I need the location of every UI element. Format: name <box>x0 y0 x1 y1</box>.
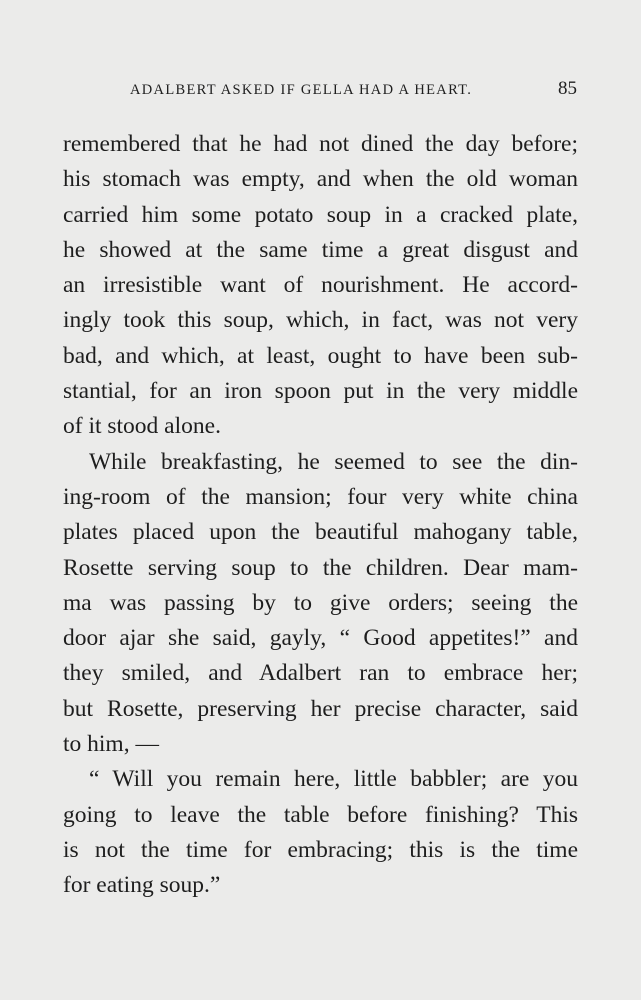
text-line: of it stood alone. <box>63 413 221 440</box>
running-header <box>130 78 577 102</box>
paragraph <box>63 127 578 445</box>
text-line: Rosette serving soup to the children. Dear mam- <box>63 554 578 581</box>
text-line: ingly took this soup, which, in fact, was not very <box>63 307 578 334</box>
text-line: an irresistible want of nourishment. He accord- <box>63 272 578 299</box>
text-line: but Rosette, preserving her precise character, said <box>63 695 578 722</box>
text-line: While breakfasting, he seemed to see the din- <box>89 448 578 475</box>
text-line: “ Will you remain here, little babbler; are you <box>89 766 578 793</box>
text-line: stantial, for an iron spoon put in the very middle <box>63 378 578 405</box>
text-line: ma was passing by to give orders; seeing the <box>63 589 578 616</box>
text-line: is not the time for embracing; this is the time <box>63 836 578 863</box>
text-line: he showed at the same time a great disgust and <box>63 236 578 263</box>
text-line: bad, and which, at least, ought to have been sub- <box>63 342 578 369</box>
running-title: ADALBERT ASKED IF GELLA HAD A HEART. <box>130 82 473 98</box>
page-body <box>63 127 578 904</box>
text-line: going to leave the table before finishing? This <box>63 801 578 828</box>
text-line: door ajar she said, gayly, “ Good appetites!” and <box>63 625 578 652</box>
paragraph <box>63 762 578 903</box>
page-number: 85 <box>558 78 577 99</box>
text-line: for eating soup.” <box>63 872 221 899</box>
text-line: his stomach was empty, and when the old woman <box>63 166 578 193</box>
paragraph <box>63 445 578 763</box>
text-line: carried him some potato soup in a cracked plate, <box>63 201 578 228</box>
text-line: remembered that he had not dined the day before; <box>63 131 578 157</box>
text-line: they smiled, and Adalbert ran to embrace her; <box>63 660 578 687</box>
text-line: ing-room of the mansion; four very white china <box>63 483 578 510</box>
text-line: to him, — <box>63 731 159 758</box>
text-line: plates placed upon the beautiful mahogany table, <box>63 519 578 546</box>
